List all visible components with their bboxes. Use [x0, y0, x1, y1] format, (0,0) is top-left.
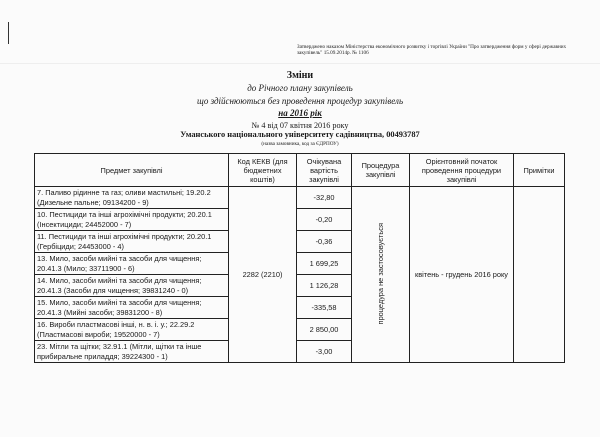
table-row — [35, 187, 565, 209]
procedure-cell — [352, 187, 410, 363]
row-subject: 11. Пестициди та інші агрохімічні продукти; 20.20.1 (Гербіциди; 24453000 - 4) — [35, 231, 229, 253]
document-subtitle-2: що здійснюються без проведення процедур закупівель — [196, 96, 404, 106]
row-cost: -0,20 — [297, 209, 352, 231]
plan-year: на 2016 рік — [278, 108, 322, 118]
header-start: Орієнтовний початок проведення процедури закупівлі — [410, 154, 514, 187]
scan-artifact — [0, 63, 600, 64]
notes-cell — [514, 187, 565, 363]
organization-caption: (назва замовника, код за ЄДРПОУ) — [261, 141, 339, 147]
kekv-cell: 2282 (2210) — [229, 187, 297, 363]
organization-name: Уманського національного університету садівництва, 00493787 — [180, 130, 420, 139]
table-header-row — [35, 154, 565, 187]
document-title: Зміни — [286, 70, 314, 81]
row-cost: -0,36 — [297, 231, 352, 253]
document-subtitle-1: до Річного плану закупівель — [247, 83, 353, 93]
row-subject: 10. Пестициди та інші агрохімічні продукти; 20.20.1 (Інсектициди; 24452000 - 7) — [35, 209, 229, 231]
row-cost: -32,80 — [297, 187, 352, 209]
row-cost: -335,58 — [297, 297, 352, 319]
row-cost: 1 699,25 — [297, 253, 352, 275]
header-notes: Примітки — [514, 154, 565, 187]
header-cost: Очікувана вартість закупівлі — [297, 154, 352, 187]
row-subject: 16. Вироби пластмасові інші, н. в. і. у.; 22.29.2 (Пластмасові вироби; 19520000 - 7) — [35, 319, 229, 341]
header-kekv: Код КЕКВ (для бюджетних коштів) — [229, 154, 297, 187]
row-subject: 23. Мітли та щітки; 32.91.1 (Мітли, щітки та інше прибиральне приладдя; 39224300 - 1) — [35, 341, 229, 363]
margin-mark — [8, 22, 9, 44]
start-cell: квітень - грудень 2016 року — [410, 187, 514, 363]
procedure-text: процедура не застосовується — [376, 222, 385, 325]
row-subject: 14. Мило, засоби мийні та засоби для чищення; 20.41.3 (Засоби для чищення; 39831240 - 0) — [35, 275, 229, 297]
row-subject: 13. Мило, засоби мийні та засоби для чищення; 20.41.3 (Мило; 33711900 - 6) — [35, 253, 229, 275]
header-subject: Предмет закупівлі — [35, 154, 229, 187]
row-cost: 1 126,28 — [297, 275, 352, 297]
row-subject: 15. Мило, засоби мийні та засоби для чищення; 20.41.3 (Мийні засоби; 39831200 - 8) — [35, 297, 229, 319]
approval-note: Затверджено наказом Міністерства економічного розвитку і торгівлі України "Про затвердження форм у сфері державних закупівель" 15.09.2014р. № 1106 — [297, 44, 567, 57]
row-subject: 7. Паливо рідинне та газ; оливи мастильні; 19.20.2 (Дизельне пальне; 09134200 - 9) — [35, 187, 229, 209]
document-number: № 4 від 07 квітня 2016 року — [251, 121, 349, 130]
procurement-table — [34, 153, 565, 363]
header-procedure: Процедура закупівлі — [352, 154, 410, 187]
row-cost: 2 850,00 — [297, 319, 352, 341]
row-cost: -3,00 — [297, 341, 352, 363]
